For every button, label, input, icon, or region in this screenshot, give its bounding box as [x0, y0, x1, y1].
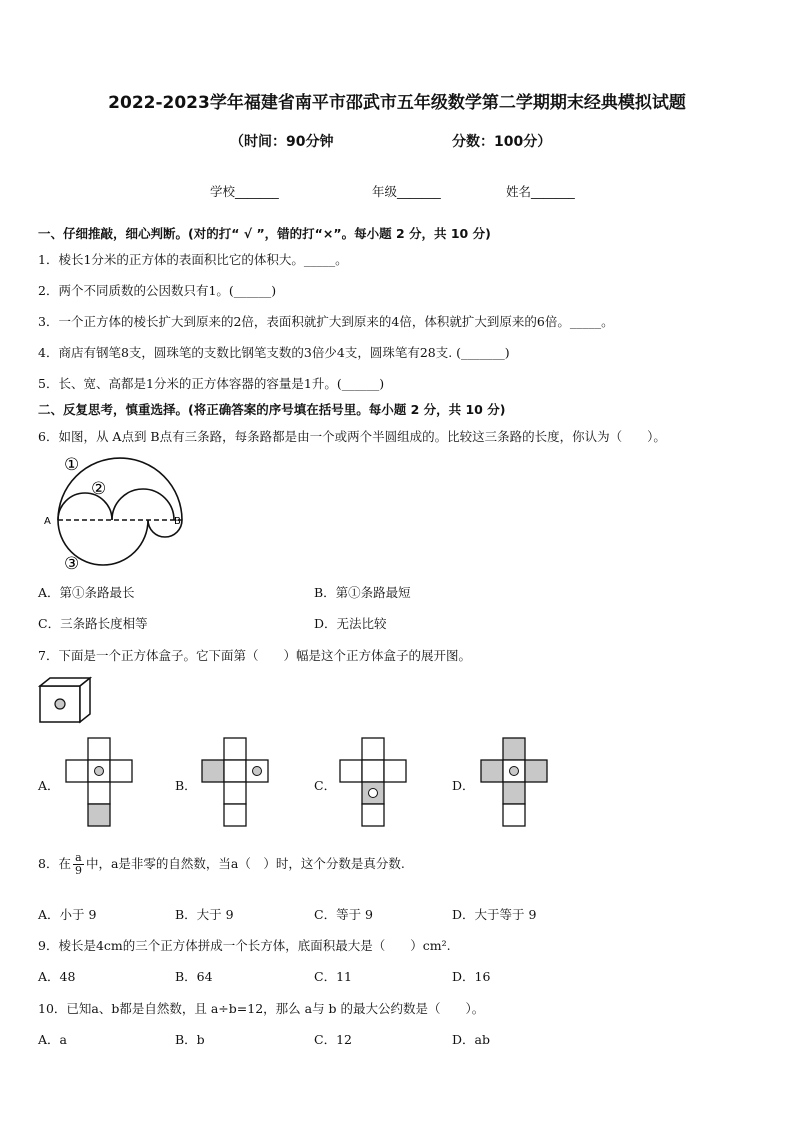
q10-option-c[interactable]: C．12 — [314, 1032, 352, 1047]
question-3: 3．一个正方体的棱长扩大到原来的2倍，表面积就扩大到原来的4倍，体积就扩大到原来的6倍。_____。 — [38, 314, 614, 329]
q10-option-a[interactable]: A．a — [38, 1032, 67, 1047]
label-a: A — [44, 516, 51, 527]
question-1: 1．棱长1分米的正方体的表面积比它的体积大。_____。 — [38, 252, 348, 267]
question-8 — [38, 852, 405, 877]
net-b — [200, 736, 272, 828]
cube-figure — [38, 676, 94, 724]
q6-option-d[interactable]: D．无法比较 — [314, 616, 387, 631]
q7-option-a[interactable]: A． — [38, 778, 60, 793]
path-diagram — [36, 452, 196, 574]
q8-option-b[interactable]: B．大于 9 — [175, 907, 234, 922]
q8-option-a[interactable]: A．小于 9 — [38, 907, 97, 922]
q7-option-b[interactable]: B． — [175, 778, 197, 793]
q9-option-c[interactable]: C．11 — [314, 969, 352, 984]
exam-score: 分数：100分） — [452, 134, 552, 150]
section1-heading: 一、仔细推敲，细心判断。(对的打“ √ ”，错的打“×”。每小题 2 分，共 10 分) — [38, 226, 491, 241]
school-field[interactable]: 学校_______ — [210, 184, 279, 199]
q6-option-b[interactable]: B．第①条路最短 — [314, 585, 411, 600]
question-4: 4．商店有钢笔8支，圆珠笔的支数比钢笔支数的3倍少4支，圆珠笔有28支. (_______) — [38, 345, 510, 360]
q8-option-c[interactable]: C．等于 9 — [314, 907, 373, 922]
q9-option-b[interactable]: B．64 — [175, 969, 213, 984]
exam-time: （时间：90分钟 — [230, 134, 334, 150]
q10-option-b[interactable]: B．b — [175, 1032, 205, 1047]
question-5: 5．长、宽、高都是1分米的正方体容器的容量是1升。(______) — [38, 376, 385, 391]
net-c — [338, 736, 410, 828]
fraction-numerator: a — [73, 852, 84, 865]
label-b: B — [174, 516, 181, 527]
q7-option-c[interactable]: C． — [314, 778, 337, 793]
q8-suffix: 中，a是非零的自然数，当a（ ）时，这个分数是真分数. — [85, 856, 405, 871]
net-a — [64, 736, 136, 828]
label-path-2: ② — [91, 479, 107, 499]
label-path-3: ③ — [64, 554, 80, 574]
grade-field[interactable]: 年级_______ — [372, 184, 441, 199]
section2-heading: 二、反复思考，慎重选择。(将正确答案的序号填在括号里。每小题 2 分，共 10 分) — [38, 402, 506, 417]
q6-option-a[interactable]: A．第①条路最长 — [38, 585, 135, 600]
path-2-arc-right — [112, 489, 174, 520]
name-field[interactable]: 姓名_______ — [506, 184, 575, 199]
question-6: 6．如图，从 A点到 B点有三条路，每条路都是由一个或两个半圆组成的。比较这三条路的长度，你认为（ ）。 — [38, 429, 666, 444]
q6-option-c[interactable]: C．三条路长度相等 — [38, 616, 148, 631]
q9-option-d[interactable]: D．16 — [452, 969, 491, 984]
q7-option-d[interactable]: D． — [452, 778, 475, 793]
question-9: 9．棱长是4cm的三个正方体拼成一个长方体，底面积最大是（ ）cm². — [38, 938, 451, 953]
q10-option-d[interactable]: D．ab — [452, 1032, 490, 1047]
label-path-1: ① — [64, 455, 80, 475]
q8-prefix: 8．在 — [38, 856, 71, 871]
question-2: 2．两个不同质数的公因数只有1。(______) — [38, 283, 277, 298]
net-d — [479, 736, 551, 828]
question-10: 10．已知a、b都是自然数，且 a÷b=12，那么 a与 b 的最大公约数是（ ）。 — [38, 1001, 485, 1016]
fraction-denominator: 9 — [74, 864, 82, 877]
page-title: 2022-2023学年福建省南平市邵武市五年级数学第二学期期末经典模拟试题 — [108, 93, 686, 113]
q8-option-d[interactable]: D．大于等于 9 — [452, 907, 537, 922]
fraction-a-over-9 — [73, 852, 84, 877]
question-7: 7．下面是一个正方体盒子。它下面第（ ）幅是这个正方体盒子的展开图。 — [38, 648, 471, 663]
q9-option-a[interactable]: A．48 — [38, 969, 76, 984]
